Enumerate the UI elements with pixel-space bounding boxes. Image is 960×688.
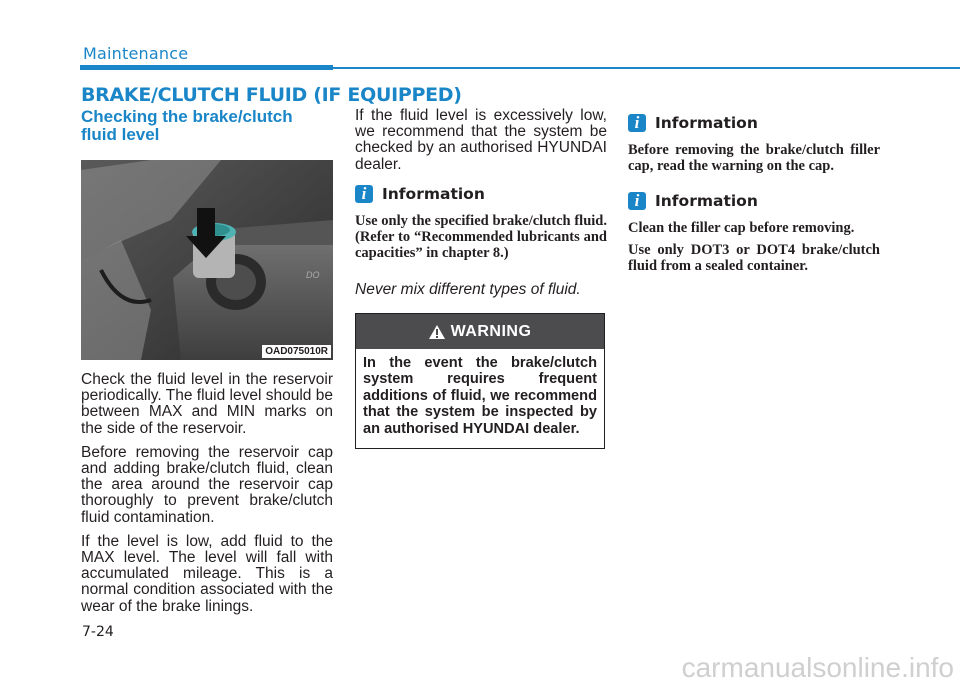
left-column — [81, 108, 333, 623]
section-title: BRAKE/CLUTCH FLUID (IF EQUIPPED) — [81, 84, 462, 106]
paragraph-excessively-low: If the fluid level is excessively low, we recommend that the system be checked by an authorised HYUNDAI dealer. — [355, 107, 607, 173]
svg-text:DO: DO — [306, 270, 320, 280]
info-title: Information — [382, 184, 485, 203]
warning-header — [356, 314, 604, 349]
info-note-filler-cap: Before removing the brake/clutch filler cap, read the warning on the cap. — [628, 142, 880, 174]
warning-triangle-icon — [429, 325, 445, 339]
engine-bay-figure — [81, 160, 333, 360]
header-section-label: Maintenance — [83, 44, 189, 63]
info-note-specified-fluid: Use only the specified brake/clutch fluid. (Refer to “Recommended lubricants and capacities” in chapter 8.) — [355, 212, 607, 261]
info-note-dot-fluid: Use only DOT3 or DOT4 brake/clutch fluid from a sealed container. — [628, 242, 880, 274]
info-title: Information — [655, 114, 758, 132]
info-icon: i — [628, 114, 646, 132]
warning-title: WARNING — [450, 322, 532, 340]
paragraph-check-level: Check the fluid level in the reservoir periodically. The fluid level should be between MAX and MIN marks on the side of the reservoir. — [81, 371, 333, 437]
paragraph-before-removing-cap: Before removing the reservoir cap and adding brake/clutch fluid, clean the area around the reservoir cap thoroughly to prevent brake/clutch fluid contamination. — [81, 443, 333, 526]
header-rule-thick — [80, 65, 333, 70]
info-title: Information — [655, 192, 758, 210]
engine-bay-illustration — [81, 160, 333, 360]
info-note-clean-cap: Clean the filler cap before removing. — [628, 220, 855, 236]
info-header-clean-cap — [628, 192, 880, 210]
note-never-mix: Never mix different types of fluid. — [355, 280, 581, 298]
paragraph-level-low: If the level is low, add fluid to the MAX level. The level will fall with accumulated mileage. This is a normal condition associated with the wear of the brake linings. — [81, 532, 333, 615]
info-header-filler-cap — [628, 114, 880, 132]
middle-column — [355, 108, 607, 298]
info-icon: i — [355, 185, 373, 203]
figure-code: OAD075010R — [262, 345, 331, 358]
warning-box — [355, 313, 605, 449]
page-number: 7-24 — [82, 624, 114, 640]
warning-text: In the event the brake/clutch system requires frequent additions of fluid, we recommend that the system be inspected by an authorised HYUNDAI dealer. — [363, 355, 597, 437]
right-column — [628, 108, 880, 280]
watermark: carmanualsonline.info — [681, 652, 954, 683]
info-icon: i — [628, 192, 646, 210]
header-rule-thin — [333, 67, 960, 69]
info-header-specified-fluid — [355, 185, 607, 203]
subheading-checking-level: Checking the brake/clutch fluid level — [81, 107, 293, 144]
